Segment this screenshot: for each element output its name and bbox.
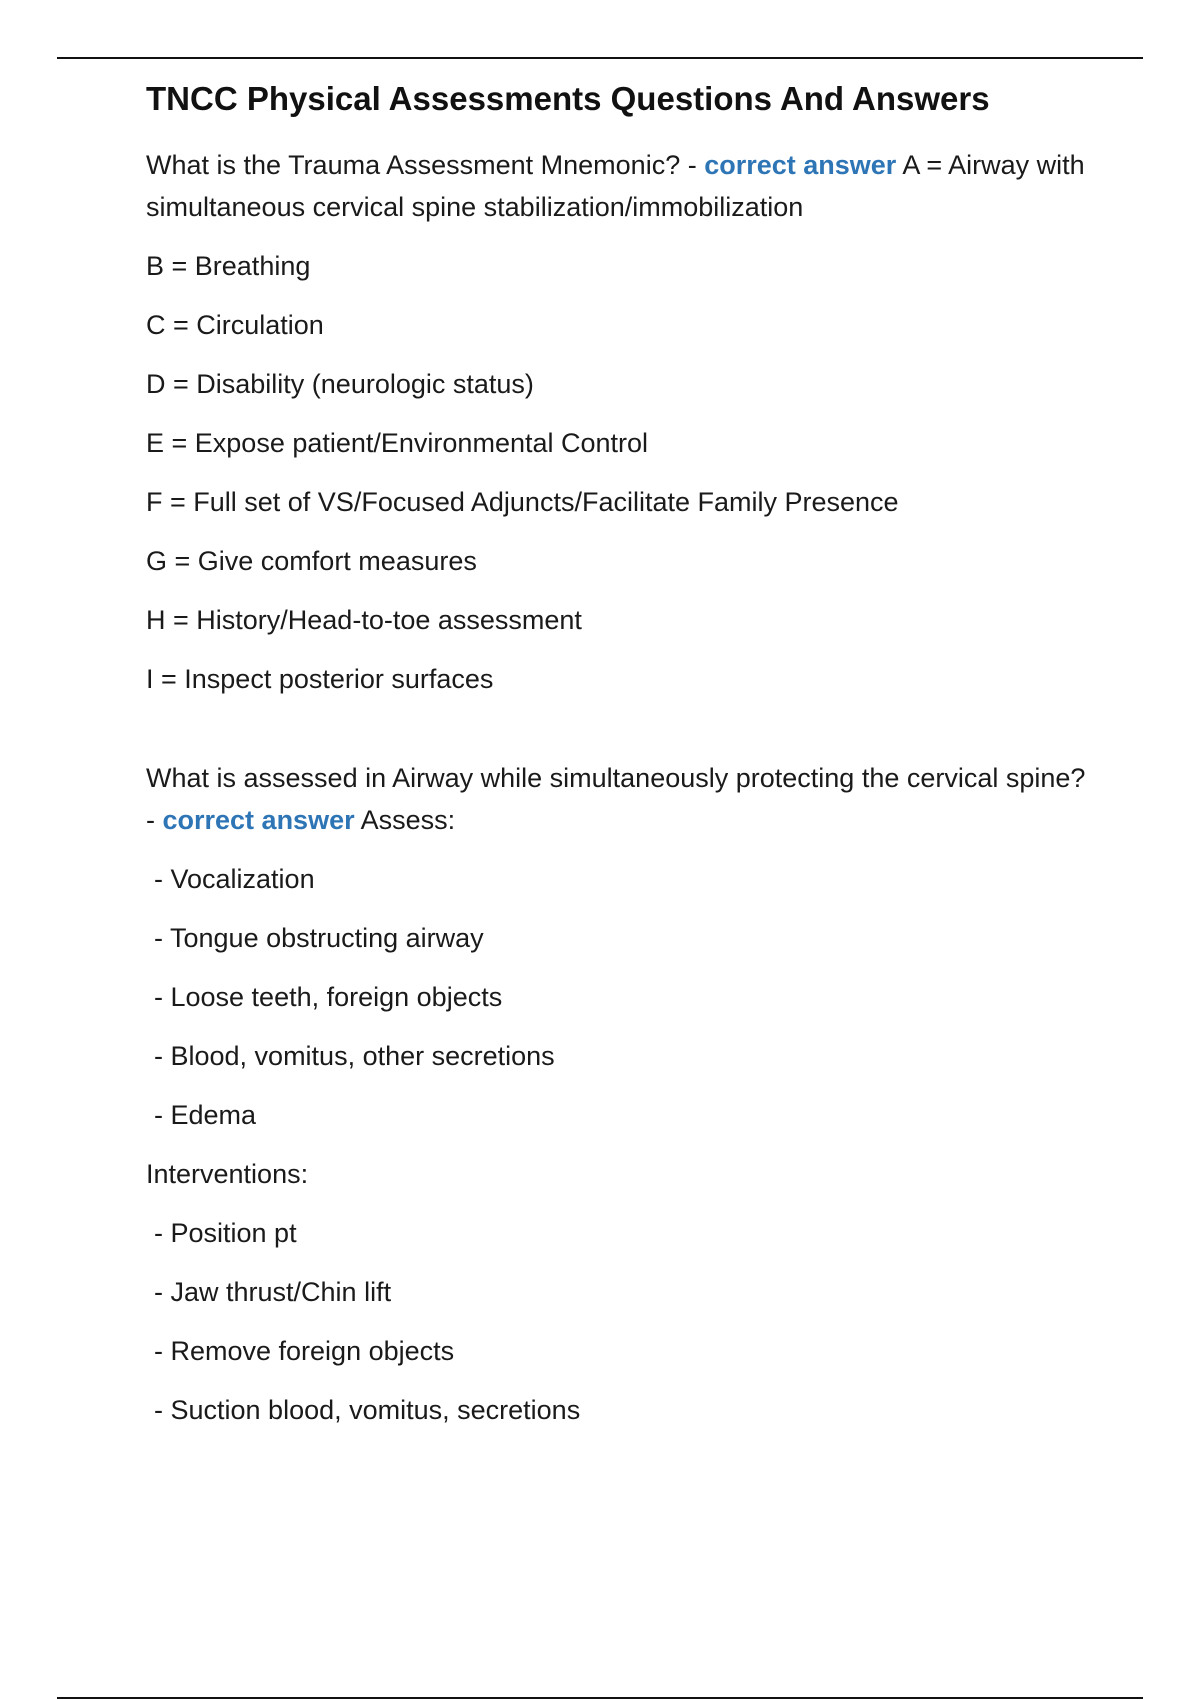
answer-1-line: H = History/Head-to-toe assessment — [146, 605, 582, 635]
document-title: TNCC Physical Assessments Questions And Answers — [146, 80, 990, 117]
assess-item: - Edema — [154, 1100, 257, 1130]
question-1 — [146, 144, 1096, 228]
intervention-item: - Jaw thrust/Chin lift — [154, 1277, 392, 1307]
assess-item: - Tongue obstructing airway — [154, 923, 484, 953]
assess-item: - Loose teeth, foreign objects — [154, 982, 503, 1012]
intervention-item: - Position pt — [154, 1218, 297, 1248]
document-body — [146, 76, 1096, 1431]
answer-1-line: I = Inspect posterior surfaces — [146, 664, 494, 694]
answer-1-line: C = Circulation — [146, 310, 324, 340]
interventions-label: Interventions: — [146, 1159, 309, 1189]
correct-answer-label: correct answer — [162, 805, 355, 835]
answer-1-line: F = Full set of VS/Focused Adjuncts/Facilitate Family Presence — [146, 487, 899, 517]
assess-item: - Blood, vomitus, other secretions — [154, 1041, 555, 1071]
answer-1-line: E = Expose patient/Environmental Control — [146, 428, 649, 458]
question-2-text: What is assessed in Airway while simultaneously protecting the cervical spine? - — [146, 763, 1086, 835]
answer-1-line: D = Disability (neurologic status) — [146, 369, 534, 399]
correct-answer-label: correct answer — [704, 150, 897, 180]
spacer — [146, 700, 1096, 757]
answer-1-start: A = Airway with simultaneous cervical spine stabilization/immobilization — [146, 150, 1085, 222]
assess-item: - Vocalization — [154, 864, 315, 894]
answer-1-line: B = Breathing — [146, 251, 311, 281]
answer-1-line: G = Give comfort measures — [146, 546, 477, 576]
question-2 — [146, 757, 1096, 841]
intervention-item: - Suction blood, vomitus, secretions — [154, 1395, 581, 1425]
answer-2-start: Assess: — [354, 805, 456, 835]
bottom-rule — [57, 1697, 1143, 1699]
question-1-text: What is the Trauma Assessment Mnemonic? - — [146, 150, 705, 180]
intervention-item: - Remove foreign objects — [154, 1336, 455, 1366]
top-rule — [57, 57, 1143, 59]
